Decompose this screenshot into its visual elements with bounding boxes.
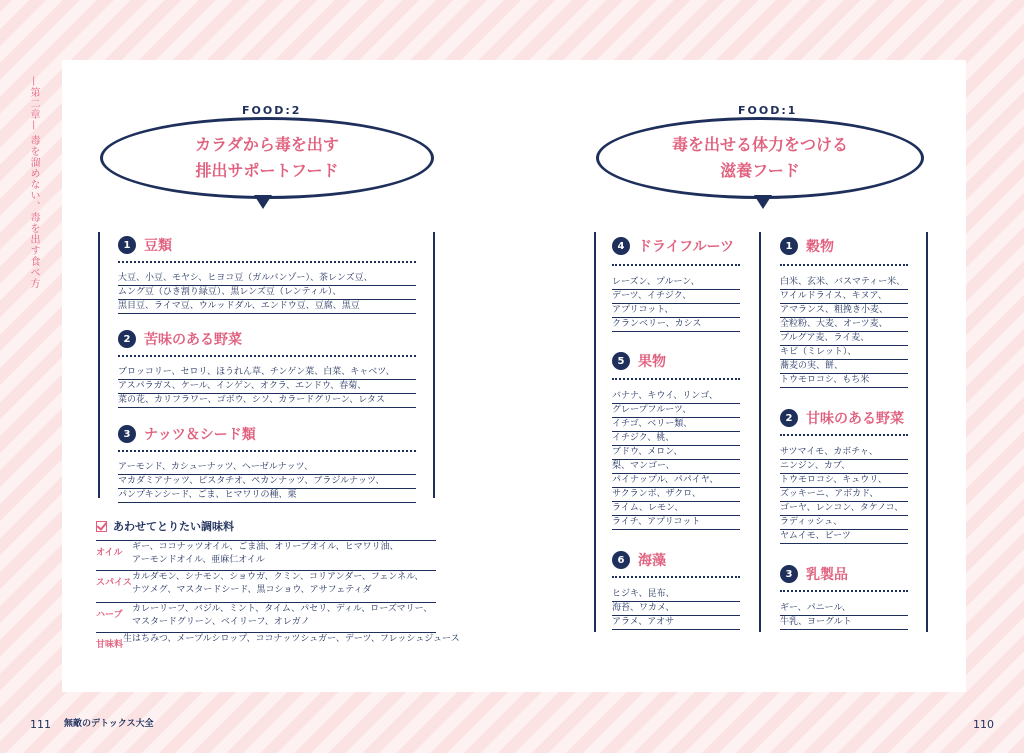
dotted-divider: [612, 576, 740, 578]
checkbox-icon: [96, 521, 107, 532]
section-number-badge: 6: [612, 551, 630, 569]
right-bubble-line2: 滋養フード: [720, 161, 800, 180]
left-bubble-line1: カラダから毒を出す: [195, 135, 339, 154]
section-number-badge: 1: [118, 236, 136, 254]
right-section-2-list: サツマイモ、カボチャ、 ニンジン、カブ、 トウモロコシ、キュウリ、 ズッキーニ、アボカド、 ゴーヤ、レンコン、タケノコ、 ラディッシュ、 ヤムイモ、ビーツ: [780, 446, 908, 544]
seasoning-row-herb: ハーブ カレーリーフ、バジル、ミント、タイム、パセリ、ディル、ローズマリー、 マスタードグリーン、ベイリーフ、オレガノ: [96, 602, 436, 629]
left-page-number: 111: [30, 718, 51, 731]
chapter-vertical-label: —第二章— 毒を溜めない、毒を出す食べ方: [28, 76, 39, 290]
left-bubble-line2: 排出サポートフード: [195, 161, 339, 180]
seasoning-row-oil: オイル ギー、ココナッツオイル、ごま油、オリーブオイル、ヒマワリ油、 アーモンドオイル、亜麻仁オイル: [96, 540, 436, 567]
left-section-2-title: 2 苦味のある野菜: [118, 329, 242, 349]
seasoning-row-sweetener: 甘味料 生はちみつ、メープルシロップ、ココナッツシュガー、デーツ、フレッシュジュース: [96, 634, 460, 650]
section-number-badge: 3: [118, 425, 136, 443]
right-section-4-title: 4 ドライフルーツ: [612, 236, 734, 256]
dotted-divider: [118, 450, 416, 452]
seasoning-title: あわせてとりたい調味料: [96, 518, 234, 534]
section-number-badge: 4: [612, 237, 630, 255]
left-speech-bubble: [100, 117, 434, 199]
dotted-divider: [612, 378, 740, 380]
section-number-badge: 2: [118, 330, 136, 348]
right-section-6-title: 6 海藻: [612, 550, 666, 570]
dotted-divider: [118, 355, 416, 357]
right-section-6-list: ヒジキ、昆布、 海苔、ワカメ、 アラメ、アオサ: [612, 588, 740, 630]
left-food-tag: FOOD:2: [242, 104, 302, 117]
left-section-2-list: ブロッコリー、セロリ、ほうれん草、チンゲン菜、白菜、キャベツ、 アスパラガス、ケール、インゲン、オクラ、エンドウ、春菊、 菜の花、カリフラワー、ゴボウ、シソ、カラードグリーン、レタス: [118, 366, 416, 408]
dotted-divider: [780, 590, 908, 592]
right-section-5-title: 5 果物: [612, 351, 666, 371]
right-food-tag: FOOD:1: [738, 104, 798, 117]
left-section-1-list: 大豆、小豆、モヤシ、ヒヨコ豆（ガルバンゾー）、茶レンズ豆、 ムング豆（ひき割り緑豆）、黒レンズ豆（レンティル）、 黒目豆、ライマ豆、ウルッドダル、エンドウ豆、豆腐、黒豆: [118, 272, 416, 314]
book-title: 無敵のデトックス大全: [64, 719, 154, 729]
dotted-divider: [780, 264, 908, 266]
right-page-number: 110: [973, 718, 994, 731]
left-section-3-list: アーモンド、カシューナッツ、ヘーゼルナッツ、 マカダミアナッツ、ピスタチオ、ペカンナッツ、ブラジルナッツ、 パンプキンシード、ごま、ヒマワリの種、栗: [118, 461, 416, 503]
dotted-divider: [118, 261, 416, 263]
seasoning-row-spice: スパイス カルダモン、シナモン、ショウガ、クミン、コリアンダー、フェンネル、 ナツメグ、マスタードシード、黒コショウ、アサフェティダ: [96, 570, 436, 597]
right-section-3-list: ギー、パニール、 牛乳、ヨーグルト: [780, 602, 908, 630]
section-number-badge: 5: [612, 352, 630, 370]
left-column-rule-right: [433, 232, 435, 498]
right-section-3-title: 3 乳製品: [780, 564, 848, 584]
right-column-rule-2: [759, 232, 761, 632]
right-section-1-title: 1 穀物: [780, 236, 834, 256]
section-number-badge: 1: [780, 237, 798, 255]
dotted-divider: [612, 264, 740, 266]
left-section-1-title: 1 豆類: [118, 235, 172, 255]
right-section-1-list: 白米、玄米、バスマティー米、 ワイルドライス、キヌア、 アマランス、粗挽き小麦、 全粒粉、大麦、オーツ麦、 ブルグア麦、ライ麦、 キビ（ミレット）、 蕎麦の実、餅、 トウモロコシ、もち米: [780, 276, 908, 388]
left-section-3-title: 3 ナッツ＆シード類: [118, 424, 256, 444]
right-bubble-line1: 毒を出せる体力をつける: [671, 135, 848, 154]
right-section-5-list: バナナ、キウイ、リンゴ、 グレープフルーツ、 イチゴ、ベリー類、 イチジク、桃、 ブドウ、メロン、 梨、マンゴー、 パイナップル、パパイヤ、 サクランボ、ザクロ、 ライム、レモン、 ライチ、アプリコット: [612, 390, 740, 530]
right-section-4-list: レーズン、プルーン、 デーツ、イチジク、 アプリコット、 クランベリー、カシス: [612, 276, 740, 332]
dotted-divider: [780, 434, 908, 436]
left-column-rule-left: [98, 232, 100, 498]
right-column-rule-1: [594, 232, 596, 632]
right-column-rule-3: [926, 232, 928, 632]
right-speech-bubble: [596, 117, 924, 199]
right-section-2-title: 2 甘味のある野菜: [780, 408, 904, 428]
section-number-badge: 2: [780, 409, 798, 427]
section-number-badge: 3: [780, 565, 798, 583]
